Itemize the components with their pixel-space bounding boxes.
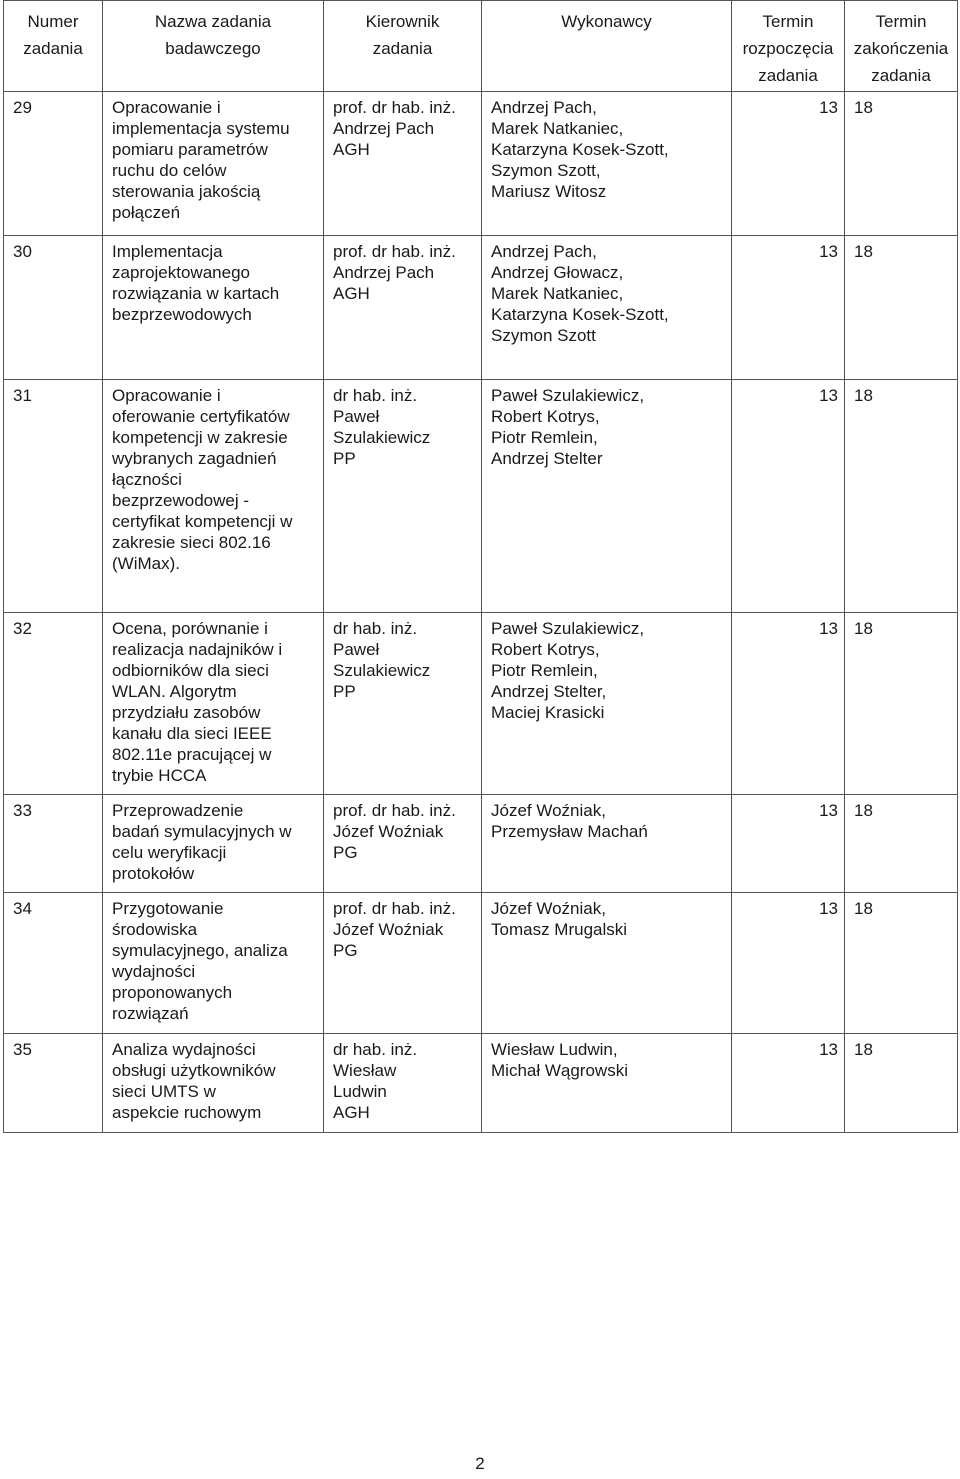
header-workers-line: Wykonawcy xyxy=(561,12,652,31)
task-name-line: bezprzewodowych xyxy=(112,305,252,324)
task-name-line: proponowanych xyxy=(112,983,233,1002)
task-name-line: certyfikat kompetencji w xyxy=(112,512,293,531)
task-workers-line: Robert Kotrys, xyxy=(491,640,600,659)
task-workers-line: Marek Natkaniec, xyxy=(491,119,624,138)
task-workers-line: Andrzej Stelter xyxy=(491,449,603,468)
task-name-line: Opracowanie i xyxy=(112,386,221,405)
task-lead-line: Szulakiewicz xyxy=(333,428,431,447)
task-workers xyxy=(482,92,732,236)
task-name-line: Przeprowadzenie xyxy=(112,801,244,820)
task-workers-line: Robert Kotrys, xyxy=(491,407,600,426)
task-name-line: oferowanie certyfikatów xyxy=(112,407,290,426)
task-name-line: 802.11e pracującej w xyxy=(112,745,272,764)
task-workers-line: Józef Woźniak, xyxy=(491,899,606,918)
table-row xyxy=(4,795,958,893)
table-body xyxy=(4,92,958,1133)
task-workers-line: Mariusz Witosz xyxy=(491,182,607,201)
task-workers-line: Andrzej Pach, xyxy=(491,242,597,261)
task-lead xyxy=(324,380,482,613)
task-lead-line: prof. dr hab. inż. xyxy=(333,899,456,918)
task-end-term: 18 xyxy=(845,380,958,613)
task-number: 35 xyxy=(4,1034,103,1133)
task-workers-line: Katarzyna Kosek-Szott, xyxy=(491,305,669,324)
task-workers-line: Michał Wągrowski xyxy=(491,1061,628,1080)
task-name-line: WLAN. Algorytm xyxy=(112,682,237,701)
task-name xyxy=(103,1034,324,1133)
task-lead-line: AGH xyxy=(333,1103,370,1122)
header-lead-line: zadania xyxy=(372,39,433,58)
task-number: 34 xyxy=(4,893,103,1034)
task-name-line: kompetencji w zakresie xyxy=(112,428,288,447)
task-end-term: 18 xyxy=(845,236,958,380)
task-workers-line: Paweł Szulakiewicz, xyxy=(491,386,645,405)
header-number xyxy=(4,1,103,92)
task-end-term: 18 xyxy=(845,893,958,1034)
task-lead-line: AGH xyxy=(333,284,370,303)
task-name-line: wybranych zagadnień xyxy=(112,449,277,468)
task-name-line: rozwiązań xyxy=(112,1004,189,1023)
task-start-term: 13 xyxy=(732,380,845,613)
task-workers-line: Andrzej Pach, xyxy=(491,98,597,117)
task-number: 30 xyxy=(4,236,103,380)
task-name-line: odbiorników dla sieci xyxy=(112,661,269,680)
task-workers xyxy=(482,1034,732,1133)
task-workers-line: Wiesław Ludwin, xyxy=(491,1040,618,1059)
task-name-line: trybie HCCA xyxy=(112,766,207,785)
table-row xyxy=(4,893,958,1034)
task-name-line: zaprojektowanego xyxy=(112,263,250,282)
header-lead-line: Kierownik xyxy=(365,12,440,31)
task-workers-line: Szymon Szott, xyxy=(491,161,601,180)
task-name-line: kanału dla sieci IEEE xyxy=(112,724,272,743)
task-name-line: realizacja nadajników i xyxy=(112,640,283,659)
task-name-line: bezprzewodowej - xyxy=(112,491,250,510)
header-name-line: badawczego xyxy=(165,39,261,58)
task-lead xyxy=(324,795,482,893)
task-name xyxy=(103,613,324,795)
task-workers-line: Paweł Szulakiewicz, xyxy=(491,619,645,638)
task-workers-line: Piotr Remlein, xyxy=(491,661,598,680)
task-start-term: 13 xyxy=(732,1034,845,1133)
task-name-line: implementacja systemu xyxy=(112,119,290,138)
task-start-term: 13 xyxy=(732,893,845,1034)
header-workers xyxy=(482,1,732,92)
task-name-line: obsługi użytkowników xyxy=(112,1061,276,1080)
task-workers-line: Katarzyna Kosek-Szott, xyxy=(491,140,669,159)
task-lead xyxy=(324,613,482,795)
task-lead-line: prof. dr hab. inż. xyxy=(333,98,456,117)
task-lead-line: Paweł xyxy=(333,640,380,659)
task-lead-line: Ludwin xyxy=(333,1082,387,1101)
task-workers xyxy=(482,613,732,795)
task-lead xyxy=(324,893,482,1034)
task-workers-line: Andrzej Stelter, xyxy=(491,682,607,701)
research-tasks-table xyxy=(3,0,958,1133)
header-start xyxy=(732,1,845,92)
task-lead-line: Paweł xyxy=(333,407,380,426)
task-lead-line: Andrzej Pach xyxy=(333,263,435,282)
header-number-line: Numer xyxy=(27,12,79,31)
task-lead-line: prof. dr hab. inż. xyxy=(333,242,456,261)
task-workers-line: Maciej Krasicki xyxy=(491,703,605,722)
task-workers xyxy=(482,380,732,613)
task-start-term: 13 xyxy=(732,613,845,795)
task-name xyxy=(103,795,324,893)
task-workers xyxy=(482,893,732,1034)
task-name-line: aspekcie ruchowym xyxy=(112,1103,262,1122)
task-lead-line: Józef Woźniak xyxy=(333,822,444,841)
task-workers xyxy=(482,795,732,893)
task-workers-line: Przemysław Machań xyxy=(491,822,648,841)
table-row xyxy=(4,613,958,795)
header-start-line: zadania xyxy=(758,66,818,85)
task-name-line: celu weryfikacji xyxy=(112,843,227,862)
task-workers-line: Andrzej Głowacz, xyxy=(491,263,624,282)
header-end-line: zakończenia xyxy=(853,39,949,58)
task-lead-line: dr hab. inż. xyxy=(333,386,418,405)
header-name xyxy=(103,1,324,92)
task-name-line: rozwiązania w kartach xyxy=(112,284,280,303)
task-lead xyxy=(324,92,482,236)
task-lead-line: Andrzej Pach xyxy=(333,119,435,138)
task-number: 29 xyxy=(4,92,103,236)
task-name-line: pomiaru parametrów xyxy=(112,140,268,159)
task-start-term: 13 xyxy=(732,92,845,236)
task-lead-line: Szulakiewicz xyxy=(333,661,431,680)
task-name-line: sterowania jakością xyxy=(112,182,261,201)
task-workers-line: Józef Woźniak, xyxy=(491,801,606,820)
task-lead xyxy=(324,1034,482,1133)
task-end-term: 18 xyxy=(845,795,958,893)
task-end-term: 18 xyxy=(845,92,958,236)
task-name-line: przydziału zasobów xyxy=(112,703,261,722)
task-name-line: wydajności xyxy=(112,962,196,981)
task-workers-line: Marek Natkaniec, xyxy=(491,284,624,303)
task-name xyxy=(103,92,324,236)
table-row xyxy=(4,1034,958,1133)
task-name-line: (WiMax). xyxy=(112,554,180,573)
task-workers-line: Tomasz Mrugalski xyxy=(491,920,628,939)
header-lead xyxy=(324,1,482,92)
header-end-line: zadania xyxy=(871,66,931,85)
task-end-term: 18 xyxy=(845,1034,958,1133)
task-lead-line: prof. dr hab. inż. xyxy=(333,801,456,820)
task-workers-line: Piotr Remlein, xyxy=(491,428,598,447)
task-lead-line: AGH xyxy=(333,140,370,159)
task-name-line: łączności xyxy=(112,470,182,489)
header-end-line: Termin xyxy=(875,12,927,31)
table-row xyxy=(4,380,958,613)
header-end xyxy=(845,1,958,92)
task-start-term: 13 xyxy=(732,795,845,893)
header-start-line: rozpoczęcia xyxy=(742,39,834,58)
task-lead-line: PG xyxy=(333,843,358,862)
task-name xyxy=(103,893,324,1034)
task-number: 32 xyxy=(4,613,103,795)
task-number: 33 xyxy=(4,795,103,893)
task-name-line: środowiska xyxy=(112,920,198,939)
task-lead-line: dr hab. inż. xyxy=(333,619,418,638)
task-start-term: 13 xyxy=(732,236,845,380)
task-name-line: Przygotowanie xyxy=(112,899,224,918)
task-name-line: sieci UMTS w xyxy=(112,1082,216,1101)
header-name-line: Nazwa zadania xyxy=(154,12,272,31)
task-number: 31 xyxy=(4,380,103,613)
task-name-line: badań symulacyjnych w xyxy=(112,822,292,841)
task-name-line: połączeń xyxy=(112,203,181,222)
task-lead-line: PG xyxy=(333,941,358,960)
task-lead xyxy=(324,236,482,380)
task-lead-line: Wiesław xyxy=(333,1061,397,1080)
table-header-row xyxy=(4,1,958,92)
task-name-line: ruchu do celów xyxy=(112,161,227,180)
task-name-line: Implementacja xyxy=(112,242,223,261)
task-workers-line: Szymon Szott xyxy=(491,326,596,345)
header-start-line: Termin xyxy=(762,12,814,31)
task-name xyxy=(103,380,324,613)
task-name-line: protokołów xyxy=(112,864,195,883)
header-number-line: zadania xyxy=(23,39,83,58)
table-row xyxy=(4,236,958,380)
task-lead-line: PP xyxy=(333,449,356,468)
task-end-term: 18 xyxy=(845,613,958,795)
task-workers xyxy=(482,236,732,380)
task-lead-line: Józef Woźniak xyxy=(333,920,444,939)
task-name-line: Ocena, porównanie i xyxy=(112,619,268,638)
task-name-line: Analiza wydajności xyxy=(112,1040,256,1059)
task-lead-line: dr hab. inż. xyxy=(333,1040,418,1059)
task-name-line: zakresie sieci 802.16 xyxy=(112,533,271,552)
task-name-line: Opracowanie i xyxy=(112,98,221,117)
task-name xyxy=(103,236,324,380)
task-lead-line: PP xyxy=(333,682,356,701)
task-name-line: symulacyjnego, analiza xyxy=(112,941,288,960)
table-row xyxy=(4,92,958,236)
page-number: 2 xyxy=(475,1454,485,1473)
